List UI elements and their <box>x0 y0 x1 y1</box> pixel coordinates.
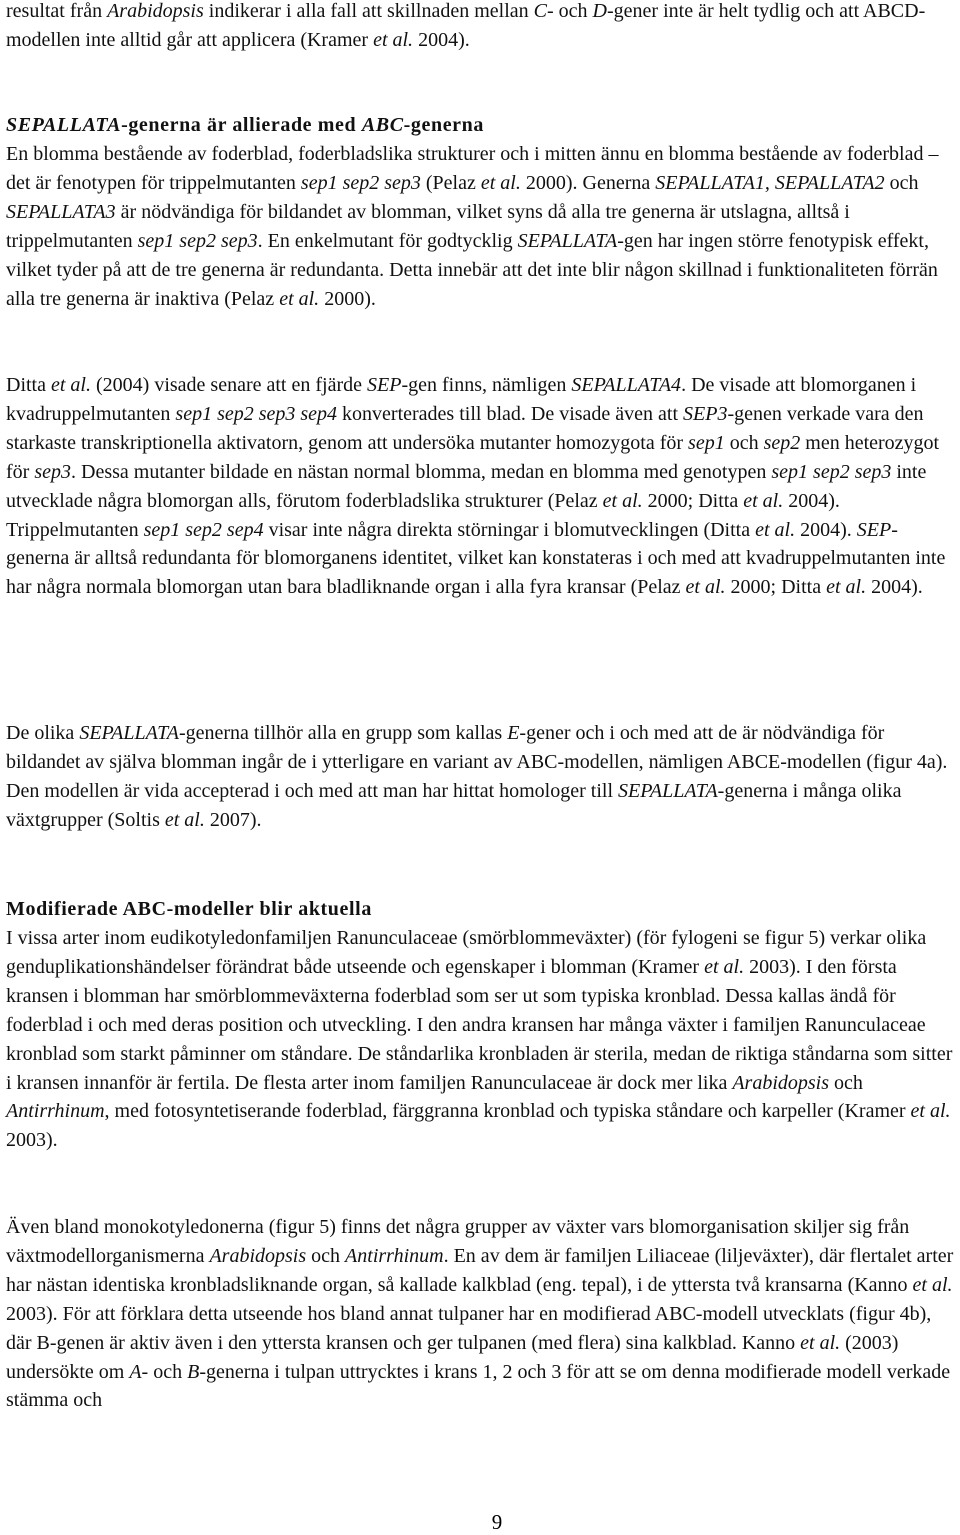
page-number: 9 <box>491 1510 503 1534</box>
paragraph-text: resultat från Arabidopsis indikerar i alla fall att skillnaden mellan C- och D-gener inte är helt tydlig och att ABCD-modellen inte alltid går att applicera (Kramer et al. 2004). <box>6 0 926 51</box>
paragraph-text: En blomma bestående av foderblad, foderbladslika strukturer och i mitten ännu en blomma bestående av foderblad – det är fenotypen för trippelmutanten sep1 sep2 sep3 (Pelaz et al. 2000). Generna SEPALLATA1, SEPALLATA2 och SEPALLATA3 är nödvändiga för bildandet av blomman, vilket syns då alla tre generna är utslagna, alltså i trippelmutanten sep1 sep2 sep3. En enkelmutant för godtycklig SEPALLATA-gen har ingen större fenotypisk effekt, vilket tyder på att de tre generna är redundanta. Detta innebär att det inte blir någon skillnad i funktionaliteten förrän alla tre generna är inaktiva (Pelaz et al. 2000). <box>6 143 939 310</box>
paragraph-text: I vissa arter inom eudikotyledonfamiljen Ranunculaceae (smörblommeväxter) (för fylogeni se figur 5) verkar olika genduplikationshändelser förändrat både utseende och egenskaper i blomman (Kramer et al. 2003). I den första kransen i blomman har smörblommeväxterna foderblad som ser ut som typiska kronblad. Dessa kallas ändå för foderblad i och med deras position och utveckling. I den andra kransen har många växter i familjen Ranunculaceae kronblad som starkt påminner om ståndare. De ståndarlika kronbladen är sterila, medan de riktiga ståndarna som sitter i kransen innanför är fertila. De flesta arter inom familjen Ranunculaceae är dock mer lika Arabidopsis och Antirrhinum, med fotosyntetiserande foderblad, färggranna kronblad och typiska ståndare och karpeller (Kramer et al. 2003). <box>6 927 953 1152</box>
sepallata-paragraph-1 <box>6 140 956 313</box>
continuation-paragraph <box>6 0 956 55</box>
paragraph-text: Även bland monokotyledonerna (figur 5) finns det några grupper av växter vars blomorganisation skiljer sig från växtmodellorganismerna Arabidopsis och Antirrhinum. En av dem är familjen Liliaceae (liljeväxter), där flertalet arter har nästan identiska kronbladsliknande organ, så kallade kalkblad (eng. tepal), i de yttersta två kransarna (Kanno et al. 2003). För att förklara detta utseende hos bland annat tulpaner har en modifierad ABC-modell utvecklats (figur 4b), där B-genen är aktiv även i den yttersta kransen och ger tulpanen (med flera) sina kalkblad. Kanno et al. (2003) undersökte om A- och B-generna i tulpan uttrycktes i krans 1, 2 och 3 för att se om denna modifierade modell verkade stämma och <box>6 1216 954 1412</box>
modified-paragraph-1 <box>6 924 956 1155</box>
sepallata-paragraph-2 <box>6 371 956 602</box>
paragraph-text: Ditta et al. (2004) visade senare att en fjärde SEP-gen finns, nämligen SEPALLATA4. De visade att blomorganen i kvadruppelmutanten sep1 sep2 sep3 sep4 konverterades till blad. De visade även att SEP3-genen verkade vara den starkaste transkriptionella aktivatorn, genom att undersöka mutanter homozygota för sep1 och sep2 men heterozygot för sep3. Dessa mutanter bildade en nästan normal blomma, medan en blomma med genotypen sep1 sep2 sep3 inte utvecklade några blomorgan alls, förutom foderbladslika strukturer (Pelaz et al. 2000; Ditta et al. 2004). Trippelmutanten sep1 sep2 sep4 visar inte några direkta störningar i blomutvecklingen (Ditta et al. 2004). SEP-generna är alltså redundanta för blomorganens identitet, vilket kan konstateras i och med att kvadruppelmutanten inte har några normala blomorgan utan bara bladliknande organ i alla fyra kransar (Pelaz et al. 2000; Ditta et al. 2004). <box>6 374 946 599</box>
section-modified <box>6 895 956 924</box>
paragraph-text: De olika SEPALLATA-generna tillhör alla en grupp som kallas E-gener och i och med att de är nödvändiga för bildandet av själva blomman ingår de i ytterligare en variant av ABC-modellen, nämligen ABCE-modellen (figur 4a). Den modellen är vida accepterad i och med att man har hittat homologer till SEPALLATA-generna i många olika växtgrupper (Soltis et al. 2007). <box>6 722 948 831</box>
section-sepallata <box>6 111 956 140</box>
sepallata-paragraph-3 <box>6 719 956 835</box>
section-heading-sepallata: SEPALLATA-generna är allierade med ABC-generna <box>6 114 484 136</box>
modified-paragraph-2 <box>6 1213 956 1415</box>
section-heading-modified: Modifierade ABC-modeller blir aktuella <box>6 898 372 920</box>
